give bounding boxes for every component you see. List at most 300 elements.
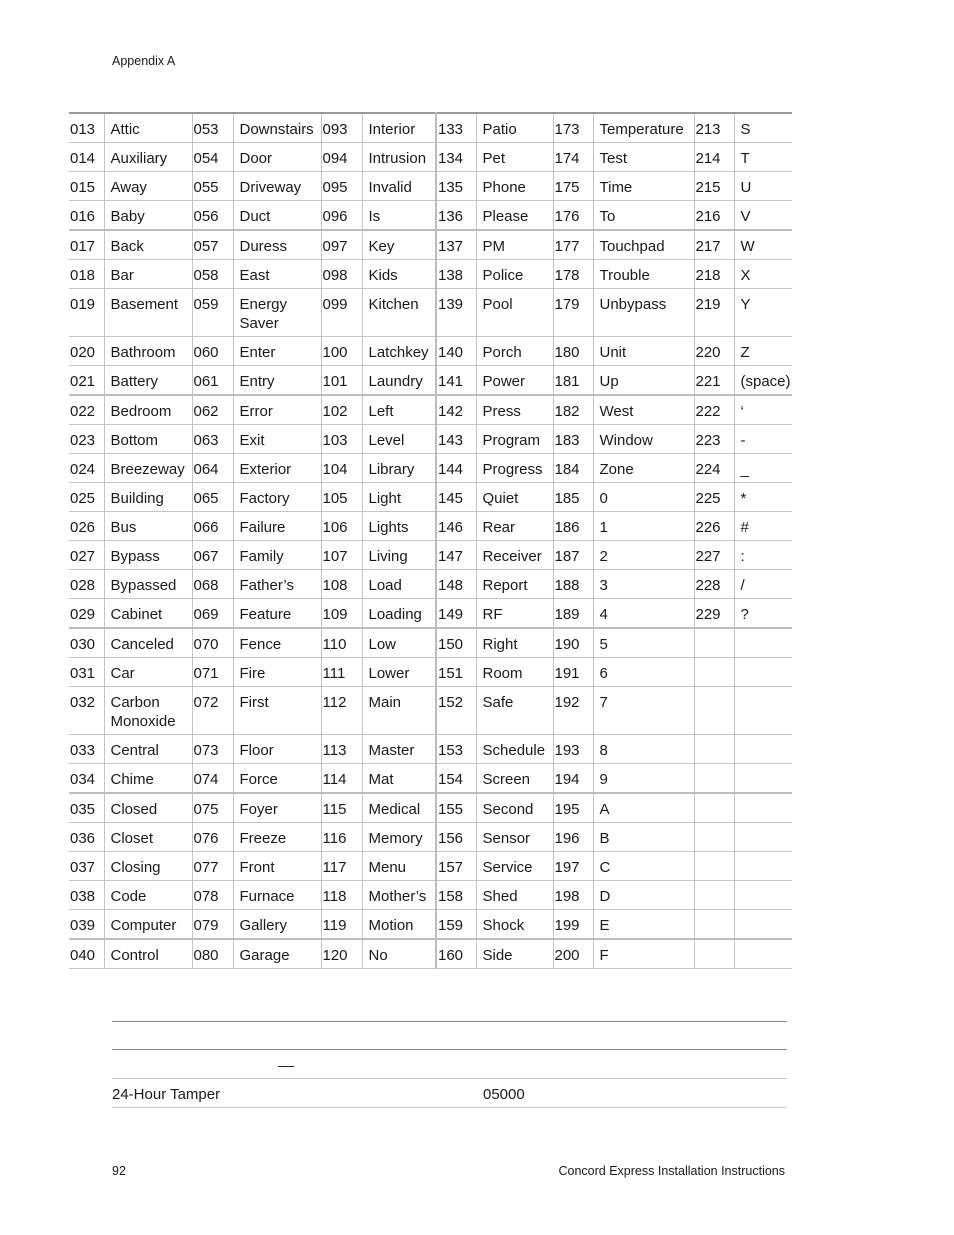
code-cell: 038 — [69, 881, 104, 910]
code-cell: 141 — [436, 366, 476, 396]
tamper-code: 05000 — [483, 1086, 525, 1103]
table-row — [69, 143, 792, 172]
word-cell: Master — [362, 735, 436, 764]
word-cell: Furnace — [233, 881, 321, 910]
code-cell: 095 — [321, 172, 362, 201]
word-cell: Bathroom — [104, 337, 192, 366]
code-cell: 017 — [69, 230, 104, 260]
code-cell: 146 — [436, 512, 476, 541]
word-cell: Living — [362, 541, 436, 570]
word-cell: B — [593, 823, 694, 852]
divider — [112, 1049, 787, 1050]
code-cell: 055 — [192, 172, 233, 201]
code-cell: 140 — [436, 337, 476, 366]
table-row — [69, 512, 792, 541]
code-cell: 115 — [321, 793, 362, 823]
word-cell: Progress — [476, 454, 553, 483]
word-cell: Family — [233, 541, 321, 570]
code-cell: 058 — [192, 260, 233, 289]
word-cell: Shock — [476, 910, 553, 940]
word-cell: Bedroom — [104, 395, 192, 425]
dash-mark — [278, 1066, 294, 1067]
code-cell: 119 — [321, 910, 362, 940]
code-cell: 077 — [192, 852, 233, 881]
word-cell: Chime — [104, 764, 192, 794]
code-cell: 111 — [321, 658, 362, 687]
word-cell: Auxiliary — [104, 143, 192, 172]
word-cell: Program — [476, 425, 553, 454]
code-cell — [694, 881, 734, 910]
word-cell: X — [740, 267, 751, 284]
code-cell: 223 — [694, 425, 734, 454]
code-cell: 064 — [192, 454, 233, 483]
code-cell: 191 — [553, 658, 593, 687]
code-cell: 152 — [436, 687, 476, 735]
code-cell: 018 — [69, 260, 104, 289]
word-cell: Up — [593, 366, 694, 396]
code-cell: 022 — [69, 395, 104, 425]
code-cell: 159 — [436, 910, 476, 940]
table-row — [69, 541, 792, 570]
code-cell: 031 — [69, 658, 104, 687]
code-cell: 137 — [436, 230, 476, 260]
code-cell: 177 — [553, 230, 593, 260]
code-cell: 097 — [321, 230, 362, 260]
word-cell: Error — [233, 395, 321, 425]
code-cell: 104 — [321, 454, 362, 483]
code-cell: 105 — [321, 483, 362, 512]
code-cell: 075 — [192, 793, 233, 823]
code-cell: 220 — [694, 337, 734, 366]
code-cell: 217 — [694, 230, 734, 260]
word-cell: Invalid — [362, 172, 436, 201]
table-row — [69, 852, 792, 881]
word-cell: Porch — [476, 337, 553, 366]
table-row — [69, 260, 792, 289]
code-cell: 114 — [321, 764, 362, 794]
code-cell: 108 — [321, 570, 362, 599]
word-cell: Duct — [233, 201, 321, 231]
code-cell: 194 — [553, 764, 593, 794]
code-cell: 015 — [69, 172, 104, 201]
word-cell: Exterior — [233, 454, 321, 483]
word-cell: Zone — [593, 454, 694, 483]
word-cell: (space) — [740, 373, 791, 390]
word-cell: Garage — [233, 939, 321, 969]
word-cell: Kitchen — [362, 289, 436, 337]
word-cell: Energy Saver — [233, 289, 321, 337]
word-cell: Screen — [476, 764, 553, 794]
table-row — [69, 289, 792, 337]
code-cell: 030 — [69, 628, 104, 658]
code-cell: 025 — [69, 483, 104, 512]
word-cell: Bottom — [104, 425, 192, 454]
word-cell: - — [740, 432, 746, 449]
table-row — [69, 687, 792, 735]
code-cell: 079 — [192, 910, 233, 940]
table-row — [69, 570, 792, 599]
code-cell: 035 — [69, 793, 104, 823]
word-cell: Closet — [104, 823, 192, 852]
code-cell: 024 — [69, 454, 104, 483]
code-cell: 099 — [321, 289, 362, 337]
code-cell: 182 — [553, 395, 593, 425]
word-cell: Report — [476, 570, 553, 599]
table-row — [69, 881, 792, 910]
code-cell: 176 — [553, 201, 593, 231]
word-cell: Force — [233, 764, 321, 794]
word-cell: Laundry — [362, 366, 436, 396]
code-cell: 196 — [553, 823, 593, 852]
word-cell: E — [593, 910, 694, 940]
table-row — [69, 793, 792, 823]
code-cell: 189 — [553, 599, 593, 629]
word-cell: Fence — [233, 628, 321, 658]
word-cell: Front — [233, 852, 321, 881]
word-cell: Driveway — [233, 172, 321, 201]
code-cell: 151 — [436, 658, 476, 687]
word-cell: Cabinet — [104, 599, 192, 629]
code-cell: 215 — [694, 172, 734, 201]
word-cell: Phone — [476, 172, 553, 201]
code-cell: 218 — [694, 260, 734, 289]
table-row — [69, 764, 792, 794]
table-row — [69, 454, 792, 483]
code-cell: 040 — [69, 939, 104, 969]
code-cell: 071 — [192, 658, 233, 687]
word-cell: S — [740, 121, 751, 138]
divider — [112, 1078, 787, 1079]
code-cell: 136 — [436, 201, 476, 231]
word-cell: Temperature — [593, 113, 694, 143]
table-row — [69, 483, 792, 512]
word-cell: Baby — [104, 201, 192, 231]
word-cell: Left — [362, 395, 436, 425]
word-cell — [734, 852, 792, 881]
code-cell — [694, 764, 734, 794]
word-cell: Trouble — [593, 260, 694, 289]
code-cell: 199 — [553, 910, 593, 940]
code-cell: 027 — [69, 541, 104, 570]
word-cell: Father’s — [233, 570, 321, 599]
code-cell: 120 — [321, 939, 362, 969]
word-cell: Room — [476, 658, 553, 687]
code-cell: 033 — [69, 735, 104, 764]
code-cell — [694, 823, 734, 852]
code-cell: 056 — [192, 201, 233, 231]
word-cell: Main — [362, 687, 436, 735]
word-cell: Motion — [362, 910, 436, 940]
code-cell: 145 — [436, 483, 476, 512]
page-number: 92 — [112, 1164, 126, 1178]
word-cell: Interior — [362, 113, 436, 143]
divider — [112, 1107, 787, 1108]
word-cell: To — [593, 201, 694, 231]
code-cell: 067 — [192, 541, 233, 570]
word-cell: Car — [104, 658, 192, 687]
word-cell: 4 — [593, 599, 694, 629]
word-cell: First — [233, 687, 321, 735]
word-cell: Library — [362, 454, 436, 483]
code-cell: 221 — [694, 366, 734, 396]
code-cell: 197 — [553, 852, 593, 881]
word-cell: 3 — [593, 570, 694, 599]
word-cell: Factory — [233, 483, 321, 512]
code-cell: 021 — [69, 366, 104, 396]
word-cell: Safe — [476, 687, 553, 735]
divider — [112, 1021, 787, 1022]
word-cell: Building — [104, 483, 192, 512]
code-cell: 037 — [69, 852, 104, 881]
code-cell — [694, 687, 734, 735]
word-cell: _ — [740, 461, 749, 478]
code-cell: 149 — [436, 599, 476, 629]
word-cell: Entry — [233, 366, 321, 396]
table-row — [69, 735, 792, 764]
word-cell: Key — [362, 230, 436, 260]
word-cell — [734, 687, 792, 735]
word-cell: Bypassed — [104, 570, 192, 599]
table-row — [69, 628, 792, 658]
word-cell: Menu — [362, 852, 436, 881]
word-cell: Breezeway — [104, 454, 192, 483]
code-cell — [694, 939, 734, 969]
code-cell: 100 — [321, 337, 362, 366]
word-cell: / — [740, 577, 745, 594]
code-cell: 139 — [436, 289, 476, 337]
word-cell: Second — [476, 793, 553, 823]
word-cell: Test — [593, 143, 694, 172]
code-cell: 135 — [436, 172, 476, 201]
code-cell: 078 — [192, 881, 233, 910]
word-cell: U — [740, 179, 752, 196]
code-cell: 183 — [553, 425, 593, 454]
code-cell: 023 — [69, 425, 104, 454]
word-cell: Patio — [476, 113, 553, 143]
code-cell: 116 — [321, 823, 362, 852]
word-cell: 7 — [593, 687, 694, 735]
word-cell: Low — [362, 628, 436, 658]
word-cell: 6 — [593, 658, 694, 687]
code-cell: 188 — [553, 570, 593, 599]
word-cell: Power — [476, 366, 553, 396]
word-cell: Carbon Monoxide — [104, 687, 192, 735]
word-cell: Lights — [362, 512, 436, 541]
code-cell: 193 — [553, 735, 593, 764]
code-cell: 227 — [694, 541, 734, 570]
code-cell: 118 — [321, 881, 362, 910]
table-row — [69, 599, 792, 629]
word-cell: Unit — [593, 337, 694, 366]
code-cell: 109 — [321, 599, 362, 629]
code-cell: 061 — [192, 366, 233, 396]
tamper-label: 24-Hour Tamper — [112, 1086, 221, 1103]
code-cell: 110 — [321, 628, 362, 658]
code-cell: 180 — [553, 337, 593, 366]
code-cell: 066 — [192, 512, 233, 541]
word-cell: Mother’s — [362, 881, 436, 910]
code-cell: 070 — [192, 628, 233, 658]
code-cell: 181 — [553, 366, 593, 396]
code-cell: 187 — [553, 541, 593, 570]
word-cell: ? — [740, 606, 749, 623]
table-row — [69, 658, 792, 687]
code-cell: 107 — [321, 541, 362, 570]
code-cell: 113 — [321, 735, 362, 764]
code-cell: 053 — [192, 113, 233, 143]
word-cell: Code — [104, 881, 192, 910]
word-cell: Pool — [476, 289, 553, 337]
code-cell: 157 — [436, 852, 476, 881]
word-cell: Loading — [362, 599, 436, 629]
word-cell: Attic — [104, 113, 192, 143]
word-cell: Floor — [233, 735, 321, 764]
code-cell: 214 — [694, 143, 734, 172]
code-cell: 057 — [192, 230, 233, 260]
word-cell: Police — [476, 260, 553, 289]
code-cell: 068 — [192, 570, 233, 599]
code-cell: 173 — [553, 113, 593, 143]
word-cell: Shed — [476, 881, 553, 910]
word-cell: Right — [476, 628, 553, 658]
code-cell: 014 — [69, 143, 104, 172]
word-cell: 5 — [593, 628, 694, 658]
word-cell: V — [740, 208, 751, 225]
word-cell: 1 — [593, 512, 694, 541]
word-cell: Downstairs — [233, 113, 321, 143]
word-cell: Medical — [362, 793, 436, 823]
word-cell: * — [740, 490, 747, 507]
word-cell — [734, 939, 792, 969]
code-cell: 224 — [694, 454, 734, 483]
word-cell — [734, 628, 792, 658]
table-row — [69, 337, 792, 366]
code-cell: 226 — [694, 512, 734, 541]
word-cell — [734, 823, 792, 852]
word-cell: East — [233, 260, 321, 289]
table-row — [69, 366, 792, 396]
word-cell: Light — [362, 483, 436, 512]
code-cell: 200 — [553, 939, 593, 969]
word-cell: 0 — [593, 483, 694, 512]
vocabulary-table — [69, 112, 792, 969]
word-cell: Away — [104, 172, 192, 201]
code-cell: 072 — [192, 687, 233, 735]
code-cell — [694, 793, 734, 823]
code-cell: 179 — [553, 289, 593, 337]
code-cell: 156 — [436, 823, 476, 852]
word-cell: Bar — [104, 260, 192, 289]
word-cell — [734, 764, 792, 794]
code-cell: 013 — [69, 113, 104, 143]
code-cell: 054 — [192, 143, 233, 172]
word-cell: Please — [476, 201, 553, 231]
table-row — [69, 395, 792, 425]
word-cell — [734, 735, 792, 764]
code-cell — [694, 852, 734, 881]
word-cell: Time — [593, 172, 694, 201]
code-cell: 060 — [192, 337, 233, 366]
code-cell: 198 — [553, 881, 593, 910]
word-cell: Side — [476, 939, 553, 969]
code-cell: 074 — [192, 764, 233, 794]
word-cell: Door — [233, 143, 321, 172]
code-cell: 225 — [694, 483, 734, 512]
word-cell: Foyer — [233, 793, 321, 823]
code-cell: 098 — [321, 260, 362, 289]
code-cell: 020 — [69, 337, 104, 366]
code-cell: 155 — [436, 793, 476, 823]
word-cell: 9 — [593, 764, 694, 794]
code-cell: 069 — [192, 599, 233, 629]
code-cell: 147 — [436, 541, 476, 570]
code-cell: 175 — [553, 172, 593, 201]
code-cell: 150 — [436, 628, 476, 658]
code-cell: 073 — [192, 735, 233, 764]
code-cell: 144 — [436, 454, 476, 483]
word-cell: A — [593, 793, 694, 823]
table-row — [69, 939, 792, 969]
word-cell: : — [740, 548, 745, 565]
code-cell: 102 — [321, 395, 362, 425]
word-cell: Latchkey — [362, 337, 436, 366]
word-cell: Mat — [362, 764, 436, 794]
code-cell: 142 — [436, 395, 476, 425]
table-row — [69, 230, 792, 260]
word-cell: Z — [740, 344, 750, 361]
word-cell: C — [593, 852, 694, 881]
code-cell: 101 — [321, 366, 362, 396]
word-cell: RF — [476, 599, 553, 629]
word-cell: Bypass — [104, 541, 192, 570]
word-cell — [734, 658, 792, 687]
code-cell: 216 — [694, 201, 734, 231]
word-cell: Quiet — [476, 483, 553, 512]
code-cell: 106 — [321, 512, 362, 541]
word-cell: Press — [476, 395, 553, 425]
code-cell: 062 — [192, 395, 233, 425]
word-cell: No — [362, 939, 436, 969]
code-cell: 222 — [694, 395, 734, 425]
word-cell: Gallery — [233, 910, 321, 940]
code-cell: 093 — [321, 113, 362, 143]
code-cell: 134 — [436, 143, 476, 172]
table-row — [69, 425, 792, 454]
word-cell: Enter — [233, 337, 321, 366]
word-cell: Failure — [233, 512, 321, 541]
word-cell: Rear — [476, 512, 553, 541]
word-cell: West — [593, 395, 694, 425]
word-cell — [734, 793, 792, 823]
word-cell: Battery — [104, 366, 192, 396]
word-cell: F — [593, 939, 694, 969]
code-cell: 096 — [321, 201, 362, 231]
word-cell: Control — [104, 939, 192, 969]
word-cell: Basement — [104, 289, 192, 337]
word-cell: # — [740, 519, 749, 536]
code-cell: 028 — [69, 570, 104, 599]
code-cell: 094 — [321, 143, 362, 172]
word-cell: W — [740, 238, 755, 255]
code-cell: 213 — [694, 113, 734, 143]
code-cell: 186 — [553, 512, 593, 541]
word-cell: Level — [362, 425, 436, 454]
code-cell: 192 — [553, 687, 593, 735]
word-cell: Closing — [104, 852, 192, 881]
code-cell: 160 — [436, 939, 476, 969]
code-cell: 029 — [69, 599, 104, 629]
code-cell: 195 — [553, 793, 593, 823]
